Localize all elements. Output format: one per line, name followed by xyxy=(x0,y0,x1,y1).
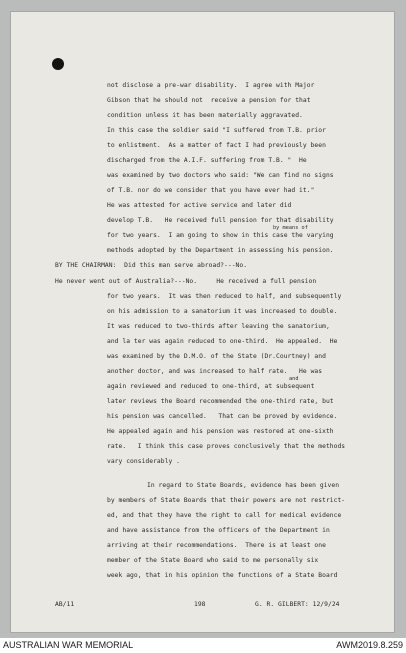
text-line: not disclose a pre-war disability. I agree with Major xyxy=(107,82,315,89)
text-line: rate. I think this case proves conclusively that the methods xyxy=(107,443,346,450)
text-line: In regard to State Boards, evidence has been given xyxy=(147,482,340,489)
text-line: on his admission to a sanatorium it was increased to double. xyxy=(107,308,338,315)
text-line: by members of State Boards that their powers are not restrict- xyxy=(107,497,346,504)
text-line: condition unless it has been materially aggravated. xyxy=(107,112,303,119)
text-line: member of the State Board who said to me personally six xyxy=(107,557,319,564)
text-line: develop T.B. He received full pension for that disability xyxy=(107,217,334,224)
text-line: was examined by the D.M.O. of the State (Dr.Courtney) and xyxy=(107,353,326,360)
text-line: later reviews the Board recommended the one-third rate, but xyxy=(107,398,334,405)
text-line: and la ter was again reduced to one-third. He appealed. He xyxy=(107,338,338,345)
text-line: In this case the soldier said "I suffered from T.B. prior xyxy=(107,127,326,134)
text-line: Gibson that he should not receive a pension for that xyxy=(107,97,311,104)
text-line: again reviewed and reduced to one-third, at subsequent xyxy=(107,383,315,390)
text-line: was examined by two doctors who said: "We can find no signs xyxy=(107,172,334,179)
text-line: discharged from the A.I.F. suffering from T.B. " He xyxy=(107,157,307,164)
handwritten-insertion: by means of xyxy=(273,225,308,231)
text-line: of T.B. nor do we consider that you have ever had it." xyxy=(107,187,315,194)
text-line: and have assistance from the officers of the Department in xyxy=(107,527,330,534)
text-line: It was reduced to two-thirds after leaving the sanatorium, xyxy=(107,323,330,330)
text-line: arriving at their recommendations. There is at least one xyxy=(107,542,326,549)
page-number: 198 xyxy=(194,601,206,608)
text-line: his pension was cancelled. That can be proved by evidence. xyxy=(107,413,338,420)
institution-name: AUSTRALIAN WAR MEMORIAL xyxy=(3,640,134,650)
text-line: He never went out of Australia?---No. He received a full pension xyxy=(55,278,317,285)
footer-reference: AB/11 xyxy=(55,601,75,608)
text-line: vary considerably . xyxy=(107,458,180,465)
text-line: to enlistment. As a matter of fact I had previously been xyxy=(107,142,326,149)
footer-signature: G. R. GILBERT: 12/9/24 xyxy=(255,601,340,608)
text-line: He appealed again and his pension was restored at one-sixth xyxy=(107,428,334,435)
catalogue-number: AWM2019.8.259 xyxy=(336,640,403,650)
text-line: another doctor, and was increased to half rate. He was xyxy=(107,368,323,375)
text-line: methods adopted by the Department in assessing his pension. xyxy=(107,247,334,254)
text-line: for two years. It was then reduced to half, and subsequently xyxy=(107,293,342,300)
caption-bar xyxy=(0,638,406,653)
text-line: BY THE CHAIRMAN: Did this man serve abroad?---No. xyxy=(55,262,248,269)
handwritten-insertion: and xyxy=(289,376,299,382)
text-line: ed, and that they have the right to call for medical evidence xyxy=(107,512,342,519)
text-line: for two years. I am going to show in this case the varying xyxy=(107,232,334,239)
text-line: week ago, that in his opinion the functions of a State Board xyxy=(107,572,338,579)
text-line: He was attested for active service and later did xyxy=(107,202,292,209)
